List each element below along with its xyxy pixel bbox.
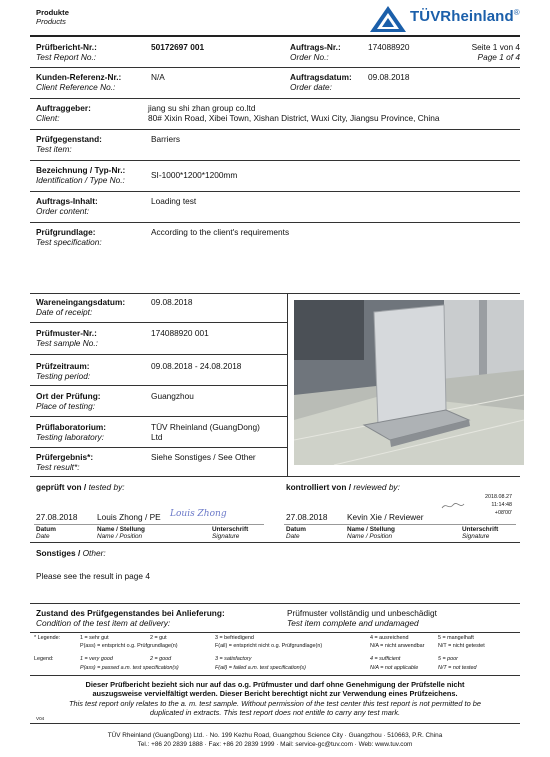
tested-h-date: Date — [36, 533, 50, 540]
client-ref-value: N/A — [151, 72, 165, 82]
tuv-brand-name: TÜVRheinland® — [410, 8, 520, 25]
legend-en-4: 4 = sufficient — [370, 656, 401, 662]
reviewed-date: 27.08.2018 — [286, 512, 328, 522]
legend-de-4: 4 = ausreichend — [370, 635, 409, 641]
order-date-label-en: Order date: — [290, 82, 332, 92]
tested-date: 27.08.2018 — [36, 512, 78, 522]
test-spec-label: Prüfgrundlage: — [36, 227, 96, 237]
legend-de-1: 1 = sehr gut — [80, 635, 109, 641]
reviewed-name: Kevin Xie / Reviewer — [347, 512, 424, 522]
legend-de-pass: P(ass) = entspricht o.g. Prüfgrundlage(n) — [80, 643, 178, 649]
report-no-label-en: Test Report No.: — [36, 52, 97, 62]
client-address: 80# Xixin Road, Xibei Town, Xishan District, Wuxi City, Jiangsu Province, China — [148, 113, 440, 123]
legend-de-3: 3 = befriedigend — [215, 635, 254, 641]
order-date-label: Auftragsdatum: — [290, 72, 352, 82]
identification-value: SI-1000*1200*1200mm — [151, 170, 238, 180]
condition-label: Zustand des Prüfgegenstandes bei Anlieferung: — [36, 608, 225, 618]
signature-stamp-date: 2018.08.27 — [485, 494, 512, 500]
page-info-en: Page 1 of 4 — [477, 52, 520, 62]
sample-no-value: 174088920 001 — [151, 328, 209, 338]
test-item-label-en: Test item: — [36, 144, 72, 154]
tested-by-title: geprüft von / tested by: — [36, 482, 125, 492]
client-label: Auftraggeber: — [36, 103, 91, 113]
reviewed-h-date: Date — [286, 533, 300, 540]
legend-en-5: 5 = poor — [438, 656, 458, 662]
tested-h-sig-de: Unterschrift — [212, 526, 249, 533]
order-no-label-en: Order No.: — [290, 52, 329, 62]
legend-en-nt: N/T = not tested — [438, 665, 477, 671]
reviewer-signature-mark — [440, 500, 466, 512]
testing-period-label: Prüfzeitraum: — [36, 361, 90, 371]
order-content-value: Loading test — [151, 196, 197, 206]
reviewed-h-sig-en: Signature — [462, 533, 490, 540]
reviewed-h-sig-de: Unterschrift — [462, 526, 499, 533]
order-content-label-en: Order content: — [36, 206, 90, 216]
legend-en-na: N/A = not applicable — [370, 665, 419, 671]
sample-no-label-en: Test sample No.: — [36, 338, 98, 348]
receipt-date-label-en: Date of receipt: — [36, 307, 93, 317]
condition-label-en: Condition of the test item at delivery: — [36, 618, 171, 628]
footer-address: TÜV Rheinland (GuangDong) Ltd. · No. 199 Kezhu Road, Guangzhou Science City · Guangzhou · 510663, P.R. China — [107, 732, 443, 739]
legend-de-5: 5 = mangelhaft — [438, 635, 474, 641]
place-value: Guangzhou — [151, 391, 194, 401]
legend-en-fail: F(ail) = failed a.m. test specification(s) — [215, 665, 306, 671]
tested-signature: Louis Zhong — [170, 509, 227, 519]
test-spec-label-en: Test specification: — [36, 237, 102, 247]
signature-stamp-time: 11:14:48 — [491, 502, 512, 508]
laboratory-name: TÜV Rheinland (GuangDong) — [151, 422, 260, 432]
legend-de-na: N/A = nicht anwendbar — [370, 643, 425, 649]
test-item-label: Prüfgegenstand: — [36, 134, 102, 144]
test-item-photo — [294, 300, 524, 465]
client-name: jiang su shi zhan group co.ltd — [148, 103, 256, 113]
legend-en-3: 3 = satisfactory — [215, 656, 252, 662]
identification-label: Bezeichnung / Typ-Nr.: — [36, 165, 126, 175]
legend-en-2: 2 = good — [150, 656, 172, 662]
result-label-en: Test result*: — [36, 462, 80, 472]
footer-contact: Tel.: +86 20 2839 1888 · Fax: +86 20 2839 1999 · Mail: service-gc@tuv.com · Web: www.tuv.com — [137, 741, 413, 748]
version-code: V04 — [36, 716, 45, 721]
report-no-value: 50172697 001 — [151, 42, 205, 52]
client-ref-label-en: Client Reference No.: — [36, 82, 116, 92]
products-label-de: Produkte — [36, 8, 69, 17]
reviewed-h-name-en: Name / Position — [347, 533, 393, 540]
page-info-de: Seite 1 von 4 — [471, 42, 520, 52]
testing-period-label-en: Testing period: — [36, 371, 91, 381]
test-item-value: Barriers — [151, 134, 181, 144]
other-text: Please see the result in page 4 — [36, 571, 150, 581]
legend-en-1: 1 = very good — [80, 656, 113, 662]
result-label: Prüfergebnis*: — [36, 452, 94, 462]
order-no-value: 174088920 — [368, 42, 410, 52]
disclaimer-en-line1: This test report only relates to the a. m. test sample. Without permission of the test center this test report is not permitted to be — [69, 699, 481, 708]
test-spec-value: According to the client's requirements — [151, 227, 290, 237]
legend-en-pass: P(ass) = passed a.m. test specification(s) — [80, 665, 179, 671]
place-label: Ort der Prüfung: — [36, 391, 101, 401]
tested-h-name-de: Name / Stellung — [97, 526, 145, 533]
sample-no-label: Prüfmuster-Nr.: — [36, 328, 97, 338]
receipt-date-value: 09.08.2018 — [151, 297, 193, 307]
order-date-value: 09.08.2018 — [368, 72, 410, 82]
order-no-label: Auftrags-Nr.: — [290, 42, 341, 52]
place-label-en: Place of testing: — [36, 401, 96, 411]
condition-value-en: Test item complete and undamaged — [287, 618, 419, 628]
other-title: Sonstiges / Other: — [36, 548, 106, 558]
tested-h-datum: Datum — [36, 526, 56, 533]
client-ref-label: Kunden-Referenz-Nr.: — [36, 72, 122, 82]
client-label-en: Client: — [36, 113, 60, 123]
identification-label-en: Identification / Type No.: — [36, 175, 125, 185]
receipt-date-label: Wareneingangsdatum: — [36, 297, 126, 307]
legend-en-label: Legend: — [34, 656, 54, 662]
order-content-label: Auftrags-Inhalt: — [36, 196, 98, 206]
tested-h-sig-en: Signature — [212, 533, 240, 540]
legend-de-nt: N/T = nicht getestet — [438, 643, 485, 649]
laboratory-label-en: Testing laboratory: — [36, 432, 104, 442]
legend-de-label: * Legende: — [34, 635, 61, 641]
signature-stamp-tz: +08'00' — [494, 510, 512, 516]
condition-value-de: Prüfmuster vollständig und unbeschädigt — [287, 608, 437, 618]
legend-de-fail: F(ail) = entspricht nicht o.g. Prüfgrundlage(n) — [215, 643, 323, 649]
reviewed-by-title: kontrolliert von / reviewed by: — [286, 482, 400, 492]
testing-period-value: 09.08.2018 - 24.08.2018 — [151, 361, 242, 371]
tested-h-name-en: Name / Position — [97, 533, 143, 540]
disclaimer-de-line2: auszugsweise vervielfältigt werden. Dieser Bericht berechtigt nicht zur Verwendung eines Prüfzeichens. — [92, 689, 458, 698]
tested-name: Louis Zhong / PE — [97, 512, 161, 522]
tuv-triangle-logo-icon — [368, 4, 408, 34]
laboratory-name-cont: Ltd — [151, 432, 163, 442]
report-no-label: Prüfbericht-Nr.: — [36, 42, 97, 52]
products-label-en: Products — [36, 17, 66, 26]
legend-de-2: 2 = gut — [150, 635, 167, 641]
disclaimer-de-line1: Dieser Prüfbericht bezieht sich nur auf das o.g. Prüfmuster und darf ohne Genehmigung der Prüfstelle nicht — [85, 680, 465, 689]
result-value: Siehe Sonstiges / See Other — [151, 452, 256, 462]
disclaimer-en-line2: duplicated in extracts. This test report does not entitle to carry any test mark. — [149, 708, 401, 717]
reviewed-h-datum: Datum — [286, 526, 306, 533]
laboratory-label: Prüflaboratorium: — [36, 422, 107, 432]
reviewed-h-name-de: Name / Stellung — [347, 526, 395, 533]
